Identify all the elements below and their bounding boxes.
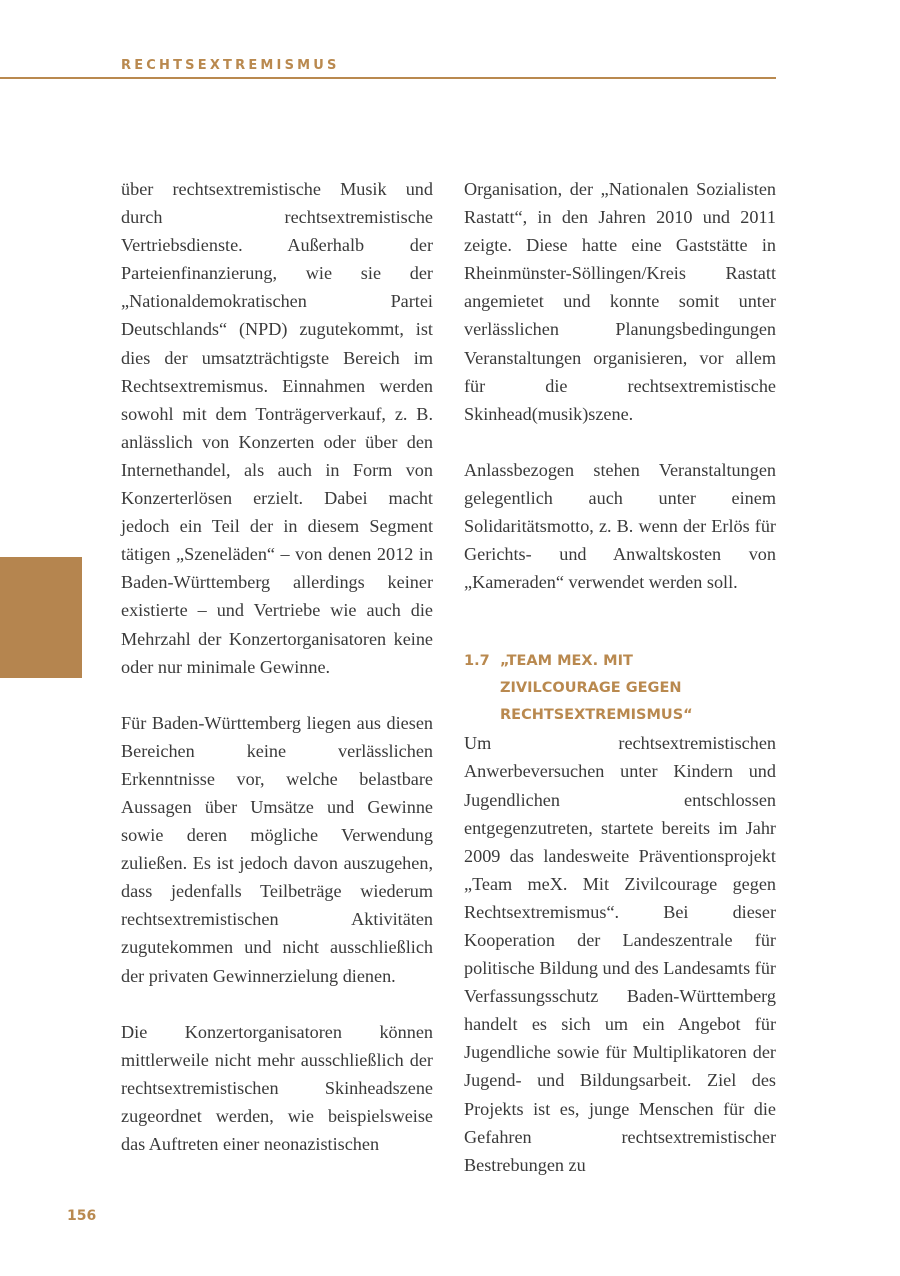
page-number: 156 — [67, 1208, 97, 1224]
chapter-side-tab — [0, 557, 82, 678]
right-column — [464, 175, 776, 1207]
section-body: Um rechtsextremistischen Anwerbeversuchen unter Kindern und Jugendlichen entschlossen entgegenzutreten, startete bereits im Jahr 2009 das landesweite Präventionsprojekt „Team meX. Mit Zivilcourage gegen Rechtsextremismus“. Bei dieser Kooperation der Landeszentrale für politische Bildung und des Landesamts für Verfassungsschutz Baden-Württemberg handelt es sich um ein Angebot für Jugendliche sowie für Multiplikatoren der Jugend- und Bildungsarbeit. Ziel des Projekts ist es, junge Menschen für die Gefahren rechtsextremistischer Bestrebungen zu — [464, 733, 776, 1175]
paragraph: über rechtsextremistische Musik und durch rechtsextremistische Vertriebsdienste. Außerhalb der Parteienfinanzierung, wie sie der „Nationaldemokratischen Partei Deutschlands“ (NPD) zugutekommt, ist dies der umsatzträchtigste Bereich im Rechtsextremismus. Einnahmen werden sowohl mit dem Tonträgerverkauf, z. B. anlässlich von Konzerten oder über den Internethandel, als auch in Form von Konzerterlösen erzielt. Dabei macht jedoch ein Teil der in diesem Segment tätigen „Szeneläden“ – von denen 2012 in Baden-Württemberg allerdings keiner existierte – und Vertriebe wie auch die Mehrzahl der Konzertorganisatoren keine oder nur minimale Gewinne. — [121, 179, 433, 677]
paragraph: Für Baden-Württemberg liegen aus diesen Bereichen keine verlässlichen Erkenntnisse vor, welche belastbare Aussagen über Umsätze und Gewinne sowie deren mögliche Verwendung zuließen. Es ist jedoch davon auszugehen, dass jedenfalls Teilbeträge wiederum rechtsextremistischen Aktivitäten zugutekommen und nicht ausschließlich der privaten Gewinnerzielung dienen. — [121, 712, 433, 986]
header-rule — [0, 77, 776, 79]
left-column — [121, 175, 433, 1186]
section-number: 1.7 — [464, 653, 490, 670]
paragraph: Die Konzertorganisatoren können mittlerweile nicht mehr ausschließlich der rechtsextremistischen Skinheadszene zugeordnet werden, wie beispielsweise das Auftreten einer neonazistischen — [121, 1021, 433, 1154]
running-head-title: RECHTSEXTREMISMUS — [121, 58, 340, 73]
paragraph: Organisation, der „Nationalen Sozialisten Rastatt“, in den Jahren 2010 und 2011 zeigte. Diese hatte eine Gaststätte in Rheinmünster-Söllingen/Kreis Rastatt angemietet und konnte somit unter verlässlichen Planungsbedingungen Veranstaltungen organisieren, vor allem für die rechtsextremistische Skinhead(musik)szene. — [464, 179, 776, 424]
paragraph: Anlassbezogen stehen Veranstaltungen gelegentlich auch unter einem Solidaritätsmotto, z. B. wenn der Erlös für Gerichts- und Anwaltskosten von „Kameraden“ verwendet werden soll. — [464, 459, 776, 593]
section-heading — [464, 648, 776, 729]
section-title: „TEAM MEX. MIT ZIVILCOURAGE GEGEN RECHTSEXTREMISMUS“ — [500, 653, 693, 724]
